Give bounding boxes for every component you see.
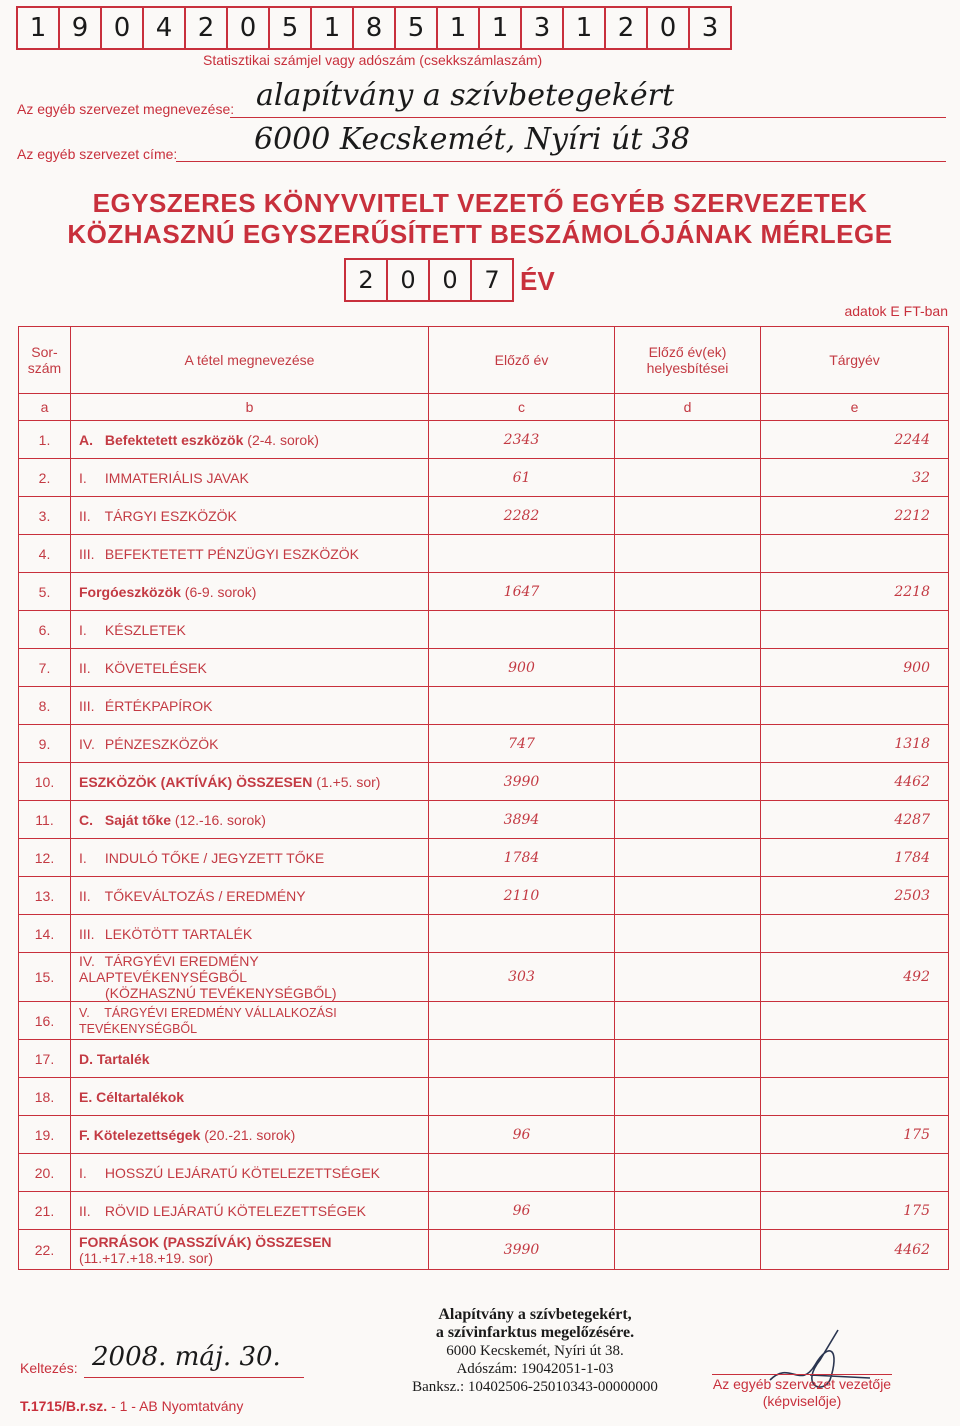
row-number: 12. bbox=[19, 839, 71, 877]
table-row bbox=[19, 649, 949, 687]
row-number: 5. bbox=[19, 573, 71, 611]
row-label bbox=[71, 1192, 429, 1230]
row-value-current-year: 2244 bbox=[761, 421, 949, 459]
row-number: 19. bbox=[19, 1116, 71, 1154]
row-label bbox=[71, 1154, 429, 1192]
tax-id-digit: 1 bbox=[18, 8, 60, 48]
row-label-text: TÁRGYÉVI EREDMÉNY VÁLLALKOZÁSI TEVÉKENYSÉGBŐL bbox=[79, 1005, 337, 1036]
row-prefix: III. bbox=[79, 925, 95, 942]
row-value-current-year: 2218 bbox=[761, 573, 949, 611]
row-label bbox=[71, 877, 429, 915]
column-letter-d: d bbox=[615, 394, 761, 421]
row-number: 10. bbox=[19, 763, 71, 801]
column-letter-b: b bbox=[71, 394, 429, 421]
row-value-corrections bbox=[615, 1040, 761, 1078]
row-value-current-year: 1784 bbox=[761, 839, 949, 877]
row-label-text: BEFEKTETETT PÉNZÜGYI ESZKÖZÖK bbox=[104, 545, 360, 562]
year-boxes bbox=[344, 258, 514, 302]
row-label-text: Forgóeszközök bbox=[79, 583, 181, 600]
row-value-corrections bbox=[615, 953, 761, 1002]
row-label bbox=[71, 1002, 429, 1040]
organization-stamp bbox=[390, 1306, 680, 1396]
row-prefix: II. bbox=[79, 659, 91, 676]
row-value-previous-year: 747 bbox=[429, 725, 615, 763]
row-number: 14. bbox=[19, 915, 71, 953]
unit-note: adatok E FT-ban bbox=[844, 303, 948, 319]
row-value-corrections bbox=[615, 1230, 761, 1270]
table-letter-row bbox=[19, 394, 949, 421]
row-label bbox=[71, 801, 429, 839]
row-label-text: ESZKÖZÖK (AKTÍVÁK) ÖSSZESEN bbox=[79, 773, 313, 790]
row-value-previous-year: 61 bbox=[429, 459, 615, 497]
stamp-line-1: Alapítvány a szívbetegekért, bbox=[438, 1306, 632, 1323]
tax-id-digit: 9 bbox=[60, 8, 102, 48]
row-prefix: I. bbox=[79, 1164, 87, 1181]
row-value-previous-year: 1647 bbox=[429, 573, 615, 611]
row-value-corrections bbox=[615, 497, 761, 535]
rep-label bbox=[712, 1376, 892, 1410]
row-value-previous-year bbox=[429, 1078, 615, 1116]
row-value-previous-year: 96 bbox=[429, 1116, 615, 1154]
row-number: 17. bbox=[19, 1040, 71, 1078]
row-label-text: KÖVETELÉSEK bbox=[104, 659, 207, 676]
row-value-corrections bbox=[615, 611, 761, 649]
table-row bbox=[19, 1078, 949, 1116]
row-value-previous-year bbox=[429, 1040, 615, 1078]
row-value-current-year: 32 bbox=[761, 459, 949, 497]
row-label-text: IMMATERIÁLIS JAVAK bbox=[104, 469, 249, 486]
row-label-text: RÖVID LEJÁRATÚ KÖTELEZETTSÉGEK bbox=[104, 1202, 367, 1219]
header-corrections: Előző év(ek) helyesbítései bbox=[615, 327, 761, 394]
row-value-previous-year: 303 bbox=[429, 953, 615, 1002]
row-label-text: TŐKEVÁLTOZÁS / EREDMÉNY bbox=[104, 887, 306, 904]
row-number: 7. bbox=[19, 649, 71, 687]
row-label-text: FORRÁSOK (PASSZÍVÁK) ÖSSZESEN bbox=[79, 1233, 332, 1250]
row-prefix: II. bbox=[79, 1202, 91, 1219]
row-value-previous-year: 3990 bbox=[429, 763, 615, 801]
row-value-corrections bbox=[615, 915, 761, 953]
row-label-text: TÁRGYI ESZKÖZÖK bbox=[104, 507, 237, 524]
row-label-text: INDULÓ TŐKE / JEGYZETT TŐKE bbox=[104, 849, 325, 866]
row-value-corrections bbox=[615, 1154, 761, 1192]
print-code-rest: - 1 - AB Nyomtatvány bbox=[111, 1398, 244, 1414]
row-value-previous-year: 96 bbox=[429, 1192, 615, 1230]
row-number: 16. bbox=[19, 1002, 71, 1040]
row-value-previous-year: 3990 bbox=[429, 1230, 615, 1270]
row-number: 3. bbox=[19, 497, 71, 535]
row-value-current-year bbox=[761, 1078, 949, 1116]
table-row bbox=[19, 801, 949, 839]
row-label bbox=[71, 1116, 429, 1154]
print-code bbox=[20, 1398, 243, 1414]
row-value-current-year: 4462 bbox=[761, 1230, 949, 1270]
table-row bbox=[19, 1002, 949, 1040]
print-code-id: T.1715/B.r.sz. bbox=[20, 1398, 108, 1414]
date-value: 2008. máj. 30. bbox=[92, 1342, 281, 1372]
table-row bbox=[19, 877, 949, 915]
row-prefix: II. bbox=[79, 887, 91, 904]
rep-label-2: (képviselője) bbox=[762, 1393, 842, 1409]
year-suffix: ÉV bbox=[520, 266, 555, 296]
row-value-current-year bbox=[761, 1002, 949, 1040]
stamp-line-4: Adószám: 19042051-1-03 bbox=[456, 1361, 614, 1377]
row-value-current-year bbox=[761, 611, 949, 649]
row-value-previous-year: 3894 bbox=[429, 801, 615, 839]
tax-id-digit: 0 bbox=[102, 8, 144, 48]
row-value-corrections bbox=[615, 649, 761, 687]
row-label bbox=[71, 573, 429, 611]
row-value-current-year: 1318 bbox=[761, 725, 949, 763]
row-label-line-2: (KÖZHASZNÚ TEVÉKENYSÉGBŐL) bbox=[105, 985, 337, 1001]
row-label bbox=[71, 459, 429, 497]
table-row bbox=[19, 1116, 949, 1154]
header-item-name: A tétel megnevezése bbox=[71, 327, 429, 394]
row-label-suffix: (20.-21. sorok) bbox=[204, 1126, 296, 1143]
row-value-corrections bbox=[615, 1116, 761, 1154]
row-prefix: IV. bbox=[79, 735, 95, 752]
row-number: 15. bbox=[19, 953, 71, 1002]
table-row bbox=[19, 915, 949, 953]
row-label bbox=[71, 953, 429, 1002]
row-value-current-year bbox=[761, 1040, 949, 1078]
org-address-label: Az egyéb szervezet címe: bbox=[17, 146, 178, 162]
row-value-corrections bbox=[615, 877, 761, 915]
row-value-corrections bbox=[615, 725, 761, 763]
row-label bbox=[71, 1078, 429, 1116]
row-value-previous-year: 2343 bbox=[429, 421, 615, 459]
stamp-line-2: a szívinfarktus megelőzésére. bbox=[435, 1324, 635, 1341]
row-value-current-year: 492 bbox=[761, 953, 949, 1002]
row-label-text: Saját tőke bbox=[104, 811, 172, 828]
date-label: Keltezés: bbox=[20, 1360, 78, 1376]
row-value-corrections bbox=[615, 421, 761, 459]
row-value-corrections bbox=[615, 687, 761, 725]
row-number: 13. bbox=[19, 877, 71, 915]
row-value-corrections bbox=[615, 1078, 761, 1116]
row-value-corrections bbox=[615, 763, 761, 801]
row-label-text: KÉSZLETEK bbox=[104, 621, 186, 638]
date-underline bbox=[84, 1377, 304, 1378]
row-prefix: III. bbox=[79, 697, 95, 714]
year-digit: 0 bbox=[430, 260, 472, 300]
table-header-row bbox=[19, 327, 949, 394]
stamp-line-5: Banksz.: 10402506-25010343-00000000 bbox=[412, 1379, 658, 1395]
table-row bbox=[19, 421, 949, 459]
tax-id-digit: 4 bbox=[144, 8, 186, 48]
row-label-text: E. Céltartalékok bbox=[79, 1088, 185, 1105]
rep-label-1: Az egyéb szervezet vezetője bbox=[712, 1376, 892, 1392]
row-prefix: I. bbox=[79, 621, 87, 638]
title-line-2: KÖZHASZNÚ EGYSZERŰSÍTETT BESZÁMOLÓJÁNAK MÉRLEGE bbox=[67, 219, 893, 249]
row-label-text: Befektetett eszközök bbox=[104, 431, 244, 448]
row-prefix: I. bbox=[79, 849, 87, 866]
tax-id-digit: 0 bbox=[648, 8, 690, 48]
row-label bbox=[71, 421, 429, 459]
table-row bbox=[19, 1154, 949, 1192]
row-number: 2. bbox=[19, 459, 71, 497]
row-label-line-2: (11.+17.+18.+19. sor) bbox=[79, 1249, 213, 1266]
balance-table bbox=[18, 326, 949, 1270]
header-row-number: Sor-szám bbox=[19, 327, 71, 394]
tax-id-digit: 5 bbox=[270, 8, 312, 48]
header-current-year: Tárgyév bbox=[761, 327, 949, 394]
org-address-value: 6000 Kecskemét, Nyíri út 38 bbox=[254, 122, 691, 157]
row-label bbox=[71, 1230, 429, 1270]
tax-id-digit: 1 bbox=[438, 8, 480, 48]
table-row bbox=[19, 497, 949, 535]
row-value-previous-year: 1784 bbox=[429, 839, 615, 877]
row-prefix: II. bbox=[79, 507, 91, 524]
year-digit: 7 bbox=[484, 266, 500, 294]
row-value-previous-year bbox=[429, 915, 615, 953]
row-number: 8. bbox=[19, 687, 71, 725]
row-value-previous-year bbox=[429, 687, 615, 725]
table-row bbox=[19, 535, 949, 573]
row-label bbox=[71, 649, 429, 687]
row-value-current-year bbox=[761, 915, 949, 953]
row-value-previous-year: 900 bbox=[429, 649, 615, 687]
column-letter-a: a bbox=[19, 394, 71, 421]
row-prefix: A. bbox=[79, 431, 93, 448]
row-value-corrections bbox=[615, 1002, 761, 1040]
row-label-text: LEKÖTÖTT TARTALÉK bbox=[104, 925, 253, 942]
rep-underline bbox=[712, 1374, 892, 1375]
row-value-corrections bbox=[615, 459, 761, 497]
tax-id-digit: 2 bbox=[186, 8, 228, 48]
row-number: 1. bbox=[19, 421, 71, 459]
table-row bbox=[19, 725, 949, 763]
row-number: 22. bbox=[19, 1230, 71, 1270]
row-label-suffix: (12.-16. sorok) bbox=[174, 811, 266, 828]
column-letter-c: c bbox=[429, 394, 615, 421]
row-value-current-year: 4462 bbox=[761, 763, 949, 801]
row-label-suffix: (6-9. sorok) bbox=[184, 583, 257, 600]
title-line-1: EGYSZERES KÖNYVVITELT VEZETŐ EGYÉB SZERVEZETEK bbox=[92, 188, 868, 218]
row-label bbox=[71, 535, 429, 573]
table-row bbox=[19, 1230, 949, 1270]
row-label bbox=[71, 763, 429, 801]
row-number: 21. bbox=[19, 1192, 71, 1230]
row-prefix: C. bbox=[79, 811, 93, 828]
row-label bbox=[71, 687, 429, 725]
stamp-line-3: 6000 Kecskemét, Nyíri út 38. bbox=[446, 1343, 624, 1359]
row-value-corrections bbox=[615, 1192, 761, 1230]
table-row bbox=[19, 459, 949, 497]
header-previous-year: Előző év bbox=[429, 327, 615, 394]
row-value-corrections bbox=[615, 801, 761, 839]
row-value-previous-year bbox=[429, 535, 615, 573]
year-digit: 2 bbox=[346, 260, 388, 300]
row-value-previous-year: 2110 bbox=[429, 877, 615, 915]
tax-id-digit: 3 bbox=[522, 8, 564, 48]
row-value-current-year: 175 bbox=[761, 1192, 949, 1230]
table-row bbox=[19, 839, 949, 877]
tax-id-digit: 1 bbox=[312, 8, 354, 48]
row-number: 9. bbox=[19, 725, 71, 763]
row-value-current-year bbox=[761, 535, 949, 573]
tax-id-boxes bbox=[16, 6, 732, 50]
row-label bbox=[71, 839, 429, 877]
tax-id-label: Statisztikai számjel vagy adószám (csekkszámlaszám) bbox=[203, 52, 543, 68]
row-value-corrections bbox=[615, 839, 761, 877]
tax-id-digit: 1 bbox=[480, 8, 522, 48]
table-row bbox=[19, 573, 949, 611]
row-value-current-year: 4287 bbox=[761, 801, 949, 839]
row-number: 11. bbox=[19, 801, 71, 839]
year-digit: 0 bbox=[388, 260, 430, 300]
row-prefix: I. bbox=[79, 469, 87, 486]
row-value-current-year: 900 bbox=[761, 649, 949, 687]
row-label bbox=[71, 915, 429, 953]
row-label-suffix: (2-4. sorok) bbox=[247, 431, 319, 448]
tax-id-digit: 1 bbox=[564, 8, 606, 48]
row-value-current-year: 2212 bbox=[761, 497, 949, 535]
row-label-text: ÉRTÉKPAPÍROK bbox=[104, 697, 213, 714]
tax-id-digit: 8 bbox=[354, 8, 396, 48]
tax-id-digit: 5 bbox=[396, 8, 438, 48]
org-name-label: Az egyéb szervezet megnevezése: bbox=[17, 101, 235, 117]
row-value-corrections bbox=[615, 535, 761, 573]
row-label bbox=[71, 725, 429, 763]
table-row bbox=[19, 763, 949, 801]
row-label-text: HOSSZÚ LEJÁRATÚ KÖTELEZETTSÉGEK bbox=[104, 1164, 381, 1181]
row-label bbox=[71, 611, 429, 649]
row-label-text: F. Kötelezettségek bbox=[79, 1126, 201, 1143]
row-value-current-year: 2503 bbox=[761, 877, 949, 915]
row-number: 20. bbox=[19, 1154, 71, 1192]
row-value-previous-year bbox=[429, 611, 615, 649]
row-label bbox=[71, 1040, 429, 1078]
row-value-previous-year: 2282 bbox=[429, 497, 615, 535]
row-number: 4. bbox=[19, 535, 71, 573]
table-row bbox=[19, 1192, 949, 1230]
table-row bbox=[19, 611, 949, 649]
row-number: 6. bbox=[19, 611, 71, 649]
row-prefix: III. bbox=[79, 545, 95, 562]
row-label-text: TÁRGYÉVI EREDMÉNY ALAPTEVÉKENYSÉGBŐL bbox=[79, 953, 259, 985]
table-row bbox=[19, 953, 949, 1002]
row-label-text: D. Tartalék bbox=[79, 1050, 150, 1067]
org-name-value: alapítvány a szívbetegekért bbox=[256, 78, 675, 113]
row-number: 18. bbox=[19, 1078, 71, 1116]
org-address-underline bbox=[176, 161, 946, 162]
tax-id-digit: 0 bbox=[228, 8, 270, 48]
tax-id-digit: 3 bbox=[701, 13, 719, 43]
column-letter-e: e bbox=[761, 394, 949, 421]
row-value-current-year: 175 bbox=[761, 1116, 949, 1154]
table-row bbox=[19, 1040, 949, 1078]
org-name-underline bbox=[230, 117, 946, 118]
row-value-current-year bbox=[761, 687, 949, 725]
row-value-corrections bbox=[615, 573, 761, 611]
tax-id-digit: 2 bbox=[606, 8, 648, 48]
row-label-suffix: (1.+5. sor) bbox=[316, 773, 381, 790]
table-row bbox=[19, 687, 949, 725]
row-value-current-year bbox=[761, 1154, 949, 1192]
row-value-previous-year bbox=[429, 1154, 615, 1192]
row-label-text: PÉNZESZKÖZÖK bbox=[104, 735, 219, 752]
row-prefix: IV. bbox=[79, 953, 95, 969]
row-prefix: V. bbox=[79, 1005, 90, 1020]
row-value-previous-year bbox=[429, 1002, 615, 1040]
row-label bbox=[71, 497, 429, 535]
